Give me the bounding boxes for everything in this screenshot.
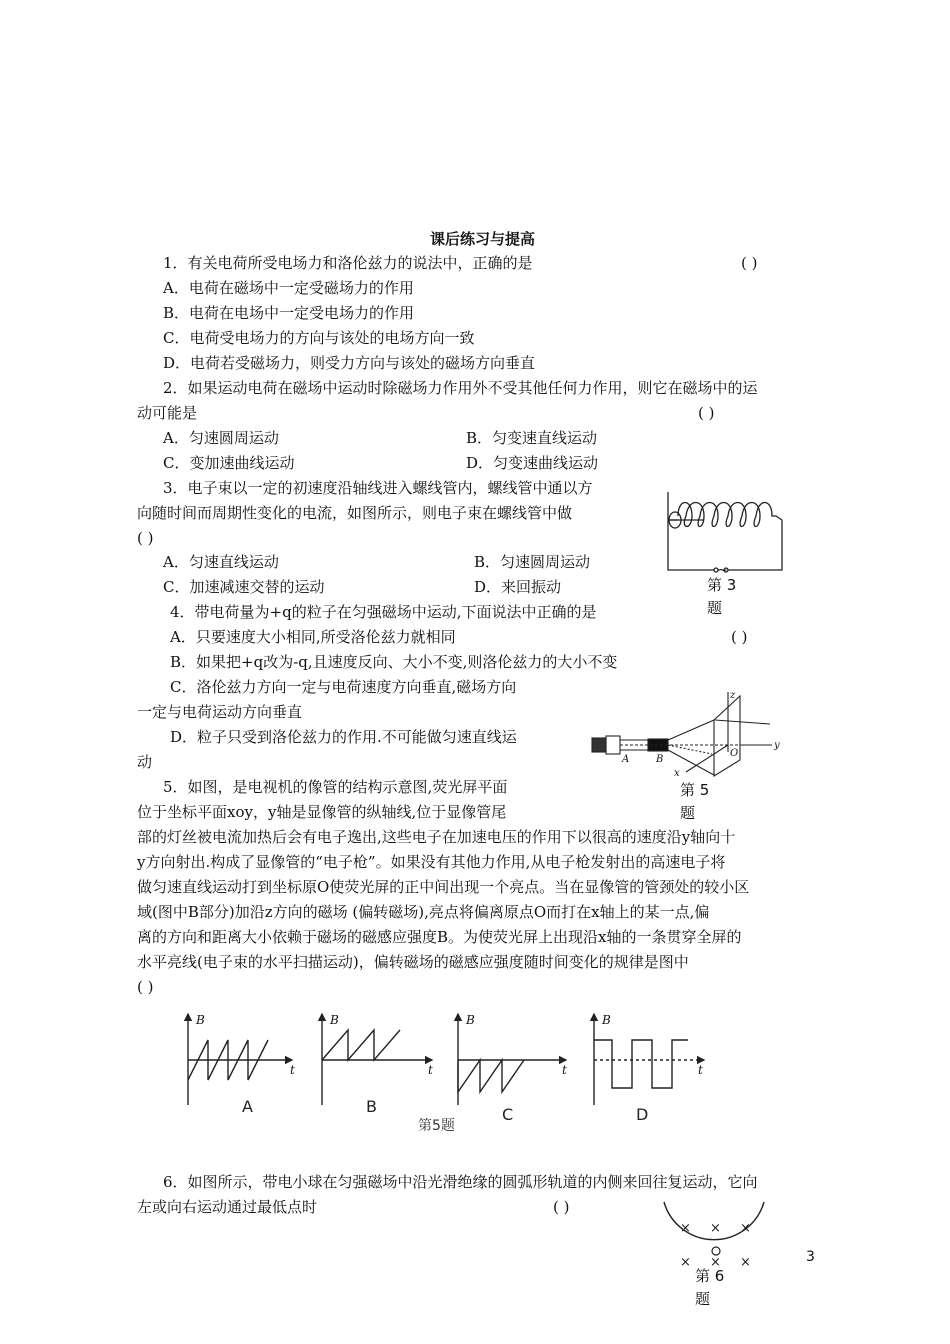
q3-figure-caption-line2: 题	[707, 599, 723, 617]
origin-label: O	[730, 748, 739, 759]
graph-c-label: C	[502, 1105, 514, 1124]
q5-figure-caption-line2: 题	[680, 804, 696, 822]
graph-a-label: A	[242, 1097, 253, 1116]
q4-option-c-line2: 一定与电荷运动方向垂直	[137, 703, 303, 721]
axis-x-label: x	[674, 768, 680, 779]
graph-d-y-label: B	[602, 1013, 611, 1027]
q6-stem-line1: 6．如图所示，带电小球在匀强磁场中沿光滑绝缘的圆弧形轨道的内侧来回往复运动，它向	[163, 1173, 758, 1191]
q4-option-c-line1: C．洛伦兹力方向一定与电荷速度方向垂直,磁场方向	[170, 678, 517, 696]
axis-z-label: z	[730, 690, 736, 701]
q4-option-b: B．如果把+q改为-q,且速度反向、大小不变,则洛伦兹力的大小不变	[170, 653, 618, 671]
q2-answer-blank: ( )	[698, 404, 715, 422]
graph-c	[458, 1014, 566, 1105]
q2-option-a: A．匀速圆周运动	[163, 429, 279, 447]
q4-stem: 4．带电荷量为+q的粒子在匀强磁场中运动,下面说法中正确的是	[170, 603, 597, 621]
picture-tube-figure	[590, 690, 790, 780]
part-b-label: B	[656, 754, 664, 765]
q5-answer-blank: ( )	[137, 978, 154, 996]
q6-answer-blank: ( )	[553, 1198, 570, 1216]
graph-a-y-label: B	[196, 1013, 205, 1027]
q3-stem-line2: 向随时间而周期性变化的电流，如图所示，则电子束在螺线管中做	[137, 504, 573, 522]
cross-mark: ×	[710, 1221, 721, 1236]
q4-answer-blank: ( )	[731, 628, 748, 646]
q3-stem-line1: 3．电子束以一定的初速度沿轴线进入螺线管内，螺线管中通以方	[163, 479, 593, 497]
q6-stem-line2: 左或向右运动通过最低点时	[137, 1198, 318, 1216]
q3-figure-caption-line1: 第 3	[707, 576, 737, 594]
graphs-caption: 第5题	[418, 1118, 455, 1134]
q3-option-c: C．加速减速交替的运动	[163, 578, 325, 596]
q1-option-a: A．电荷在磁场中一定受磁场力的作用	[163, 279, 414, 297]
q4-option-a: A．只要速度大小相同,所受洛伦兹力就相同	[170, 628, 456, 646]
q5-line-3: 部的灯丝被电流加热后会有电子逸出,这些电子在加速电压的作用下以很高的速度沿y轴向十	[137, 828, 736, 846]
q6-figure-caption-line2: 题	[695, 1290, 711, 1308]
q3-option-b: B．匀速圆周运动	[474, 553, 591, 571]
graph-c-x-label: t	[562, 1063, 567, 1077]
part-a-label: A	[622, 754, 630, 765]
graph-d-x-label: t	[698, 1063, 703, 1077]
q5-line-5: 做匀速直线运动打到坐标原O使荧光屏的正中间出现一个亮点。当在显像管的管颈处的较小区	[137, 878, 750, 896]
q2-stem-line2: 动可能是	[137, 404, 198, 422]
graph-b-y-label: B	[330, 1013, 339, 1027]
q5-line-8: 水平亮线(电子束的水平扫描运动)，偏转磁场的磁感应强度随时间变化的规律是图中	[137, 953, 689, 971]
q5-figure-caption-line1: 第 5	[680, 781, 710, 799]
q5-line-2: 位于坐标平面xoy，y轴是显像管的纵轴线,位于显像管尾	[137, 803, 507, 821]
q5-line-1: 5．如图，是电视机的像管的结构示意图,荧光屏平面	[163, 778, 508, 796]
cross-mark: ×	[680, 1221, 691, 1236]
q1-option-b: B．电荷在电场中一定受电场力的作用	[163, 304, 415, 322]
q3-answer-blank: ( )	[137, 529, 154, 547]
graph-a-x-label: t	[290, 1063, 295, 1077]
svg-text:~: ~	[717, 563, 728, 578]
cross-mark: ×	[740, 1221, 751, 1236]
page-number: 3	[806, 1249, 815, 1265]
graph-d	[594, 1014, 704, 1105]
q5-line-7: 离的方向和距离大小依赖于磁场的磁感应强度B。为使荧光屏上出现沿x轴的一条贯穿全屏的	[137, 928, 742, 946]
q4-option-d-line2: 动	[137, 753, 153, 771]
q5-line-4: y方向射出.构成了显像管的“电子枪”。如果没有其他力作用,从电子枪发射出的高速电子将	[137, 853, 726, 871]
graph-c-y-label: B	[466, 1013, 475, 1027]
cross-mark: ×	[710, 1255, 721, 1270]
q5-line-6: 域(图中B部分)加沿z方向的磁场 (偏转磁场),亮点将偏离原点O而打在x轴上的某一点,偏	[137, 903, 710, 921]
q1-answer-blank: ( )	[741, 254, 758, 272]
q4-option-d-line1: D．粒子只受到洛伦兹力的作用.不可能做匀速直线运	[170, 728, 517, 746]
cross-mark: ×	[740, 1255, 751, 1270]
q6-figure-caption-line1: 第 6	[695, 1267, 725, 1285]
axis-y-label: y	[774, 740, 780, 751]
q1-option-d: D．电荷若受磁场力，则受力方向与该处的磁场方向垂直	[163, 354, 536, 372]
b-t-graphs-figure	[180, 1010, 720, 1135]
q2-option-b: B．匀变速直线运动	[466, 429, 598, 447]
graph-a	[188, 1014, 292, 1105]
graph-d-label: D	[636, 1105, 649, 1124]
q1-stem: 1．有关电荷所受电场力和洛伦兹力的说法中，正确的是	[163, 254, 533, 272]
graph-b	[322, 1014, 432, 1105]
q3-option-a: A．匀速直线运动	[163, 553, 279, 571]
cross-mark: ×	[680, 1255, 691, 1270]
q1-option-c: C．电荷受电场力的方向与该处的电场方向一致	[163, 329, 475, 347]
q2-option-c: C．变加速曲线运动	[163, 454, 295, 472]
graph-b-x-label: t	[428, 1063, 433, 1077]
q2-stem-line1: 2．如果运动电荷在磁场中运动时除磁场力作用外不受其他任何力作用，则它在磁场中的运	[163, 379, 758, 397]
q3-option-d: D．来回振动	[474, 578, 562, 596]
arc-track-figure	[660, 1200, 770, 1270]
q2-option-d: D．匀变速曲线运动	[466, 454, 599, 472]
graph-b-label: B	[366, 1097, 377, 1116]
solenoid-figure	[664, 490, 786, 580]
page-title: 课后练习与提高	[430, 230, 536, 248]
